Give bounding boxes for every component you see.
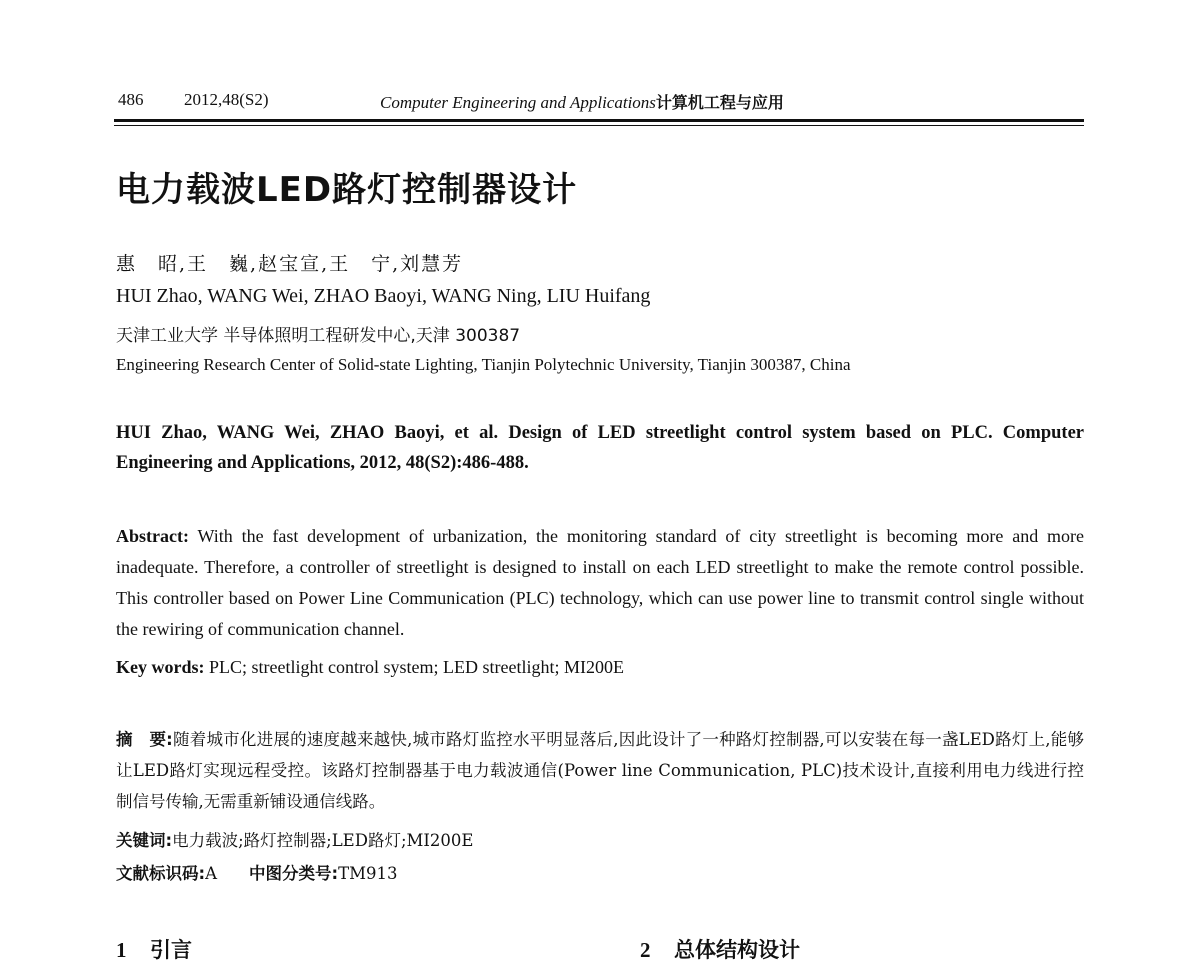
class-num-label: 中图分类号: [249, 864, 339, 883]
journal-name [380, 90, 784, 113]
keywords-cn [116, 827, 473, 851]
section-2-title: 总体结构设计 [674, 938, 800, 962]
journal-name-en: Computer Engineering and Applications [380, 93, 656, 112]
authors-cn: 惠 昭,王 巍,赵宝宣,王 宁,刘慧芳 [116, 253, 464, 275]
section-1-number: 1 [116, 938, 127, 962]
keywords-cn-text: 电力载波;路灯控制器;LED路灯;MI200E [172, 831, 474, 850]
section-2-number: 2 [640, 938, 651, 962]
running-header [118, 90, 1082, 116]
page-number: 486 [118, 90, 144, 109]
keywords-en-label: Key words: [116, 657, 205, 677]
journal-name-cn: 计算机工程与应用 [655, 93, 784, 112]
section-1-title: 引言 [150, 938, 192, 962]
doc-code-label: 文献标识码: [116, 864, 206, 883]
doc-code-value: A [205, 864, 218, 883]
keywords-en-text: PLC; streetlight control system; LED streetlight; MI200E [209, 657, 624, 677]
abstract-cn-label: 摘 要: [116, 730, 173, 749]
abstract-cn-text: 随着城市化进展的速度越来越快,城市路灯监控水平明显落后,因此设计了一种路灯控制器,可以安装在每一盏LED路灯上,能够让LED路灯实现远程受控。该路灯控制器基于电力载波通信(Power line Communication, PLC)技术设计,直接利用电力线进行控制信号传输,无需重新铺设通信线路。 [116, 730, 1084, 811]
abstract-en [116, 521, 1084, 645]
header-rule-thick [114, 119, 1084, 122]
abstract-en-label: Abstract: [116, 526, 189, 546]
authors-en: HUI Zhao, WANG Wei, ZHAO Baoyi, WANG Ning, LIU Huifang [116, 285, 651, 307]
affiliation-cn: 天津工业大学 半导体照明工程研发中心,天津 300387 [116, 326, 521, 346]
class-num-value: TM913 [338, 864, 398, 883]
citation: HUI Zhao, WANG Wei, ZHAO Baoyi, et al. Design of LED streetlight control system based on PLC. Computer Engineering and Applications, 2012, 48(S2):486-488. [116, 423, 1084, 473]
abstract-en-text: With the fast development of urbanization, the monitoring standard of city streetlight is becoming more and more inadequate. Therefore, a controller of streetlight is designed to install on each LED streetlight to make the remote control possible. This controller based on Power Line Communication (PLC) technology, which can use power line to transmit control single without the rewiring of communication channel. [116, 526, 1084, 639]
section-heading-1 [116, 934, 192, 964]
paper-title: 电力载波LED路灯控制器设计 [116, 170, 578, 210]
header-rule-thin [114, 125, 1084, 126]
keywords-cn-label: 关键词: [116, 831, 173, 850]
classification-line [116, 860, 398, 884]
volume-issue: 2012,48(S2) [184, 90, 269, 109]
affiliation-en: Engineering Research Center of Solid-state Lighting, Tianjin Polytechnic University, Tianjin 300387, China [116, 355, 851, 374]
abstract-cn [116, 724, 1084, 817]
section-heading-2 [640, 934, 800, 964]
keywords-en [116, 657, 624, 678]
